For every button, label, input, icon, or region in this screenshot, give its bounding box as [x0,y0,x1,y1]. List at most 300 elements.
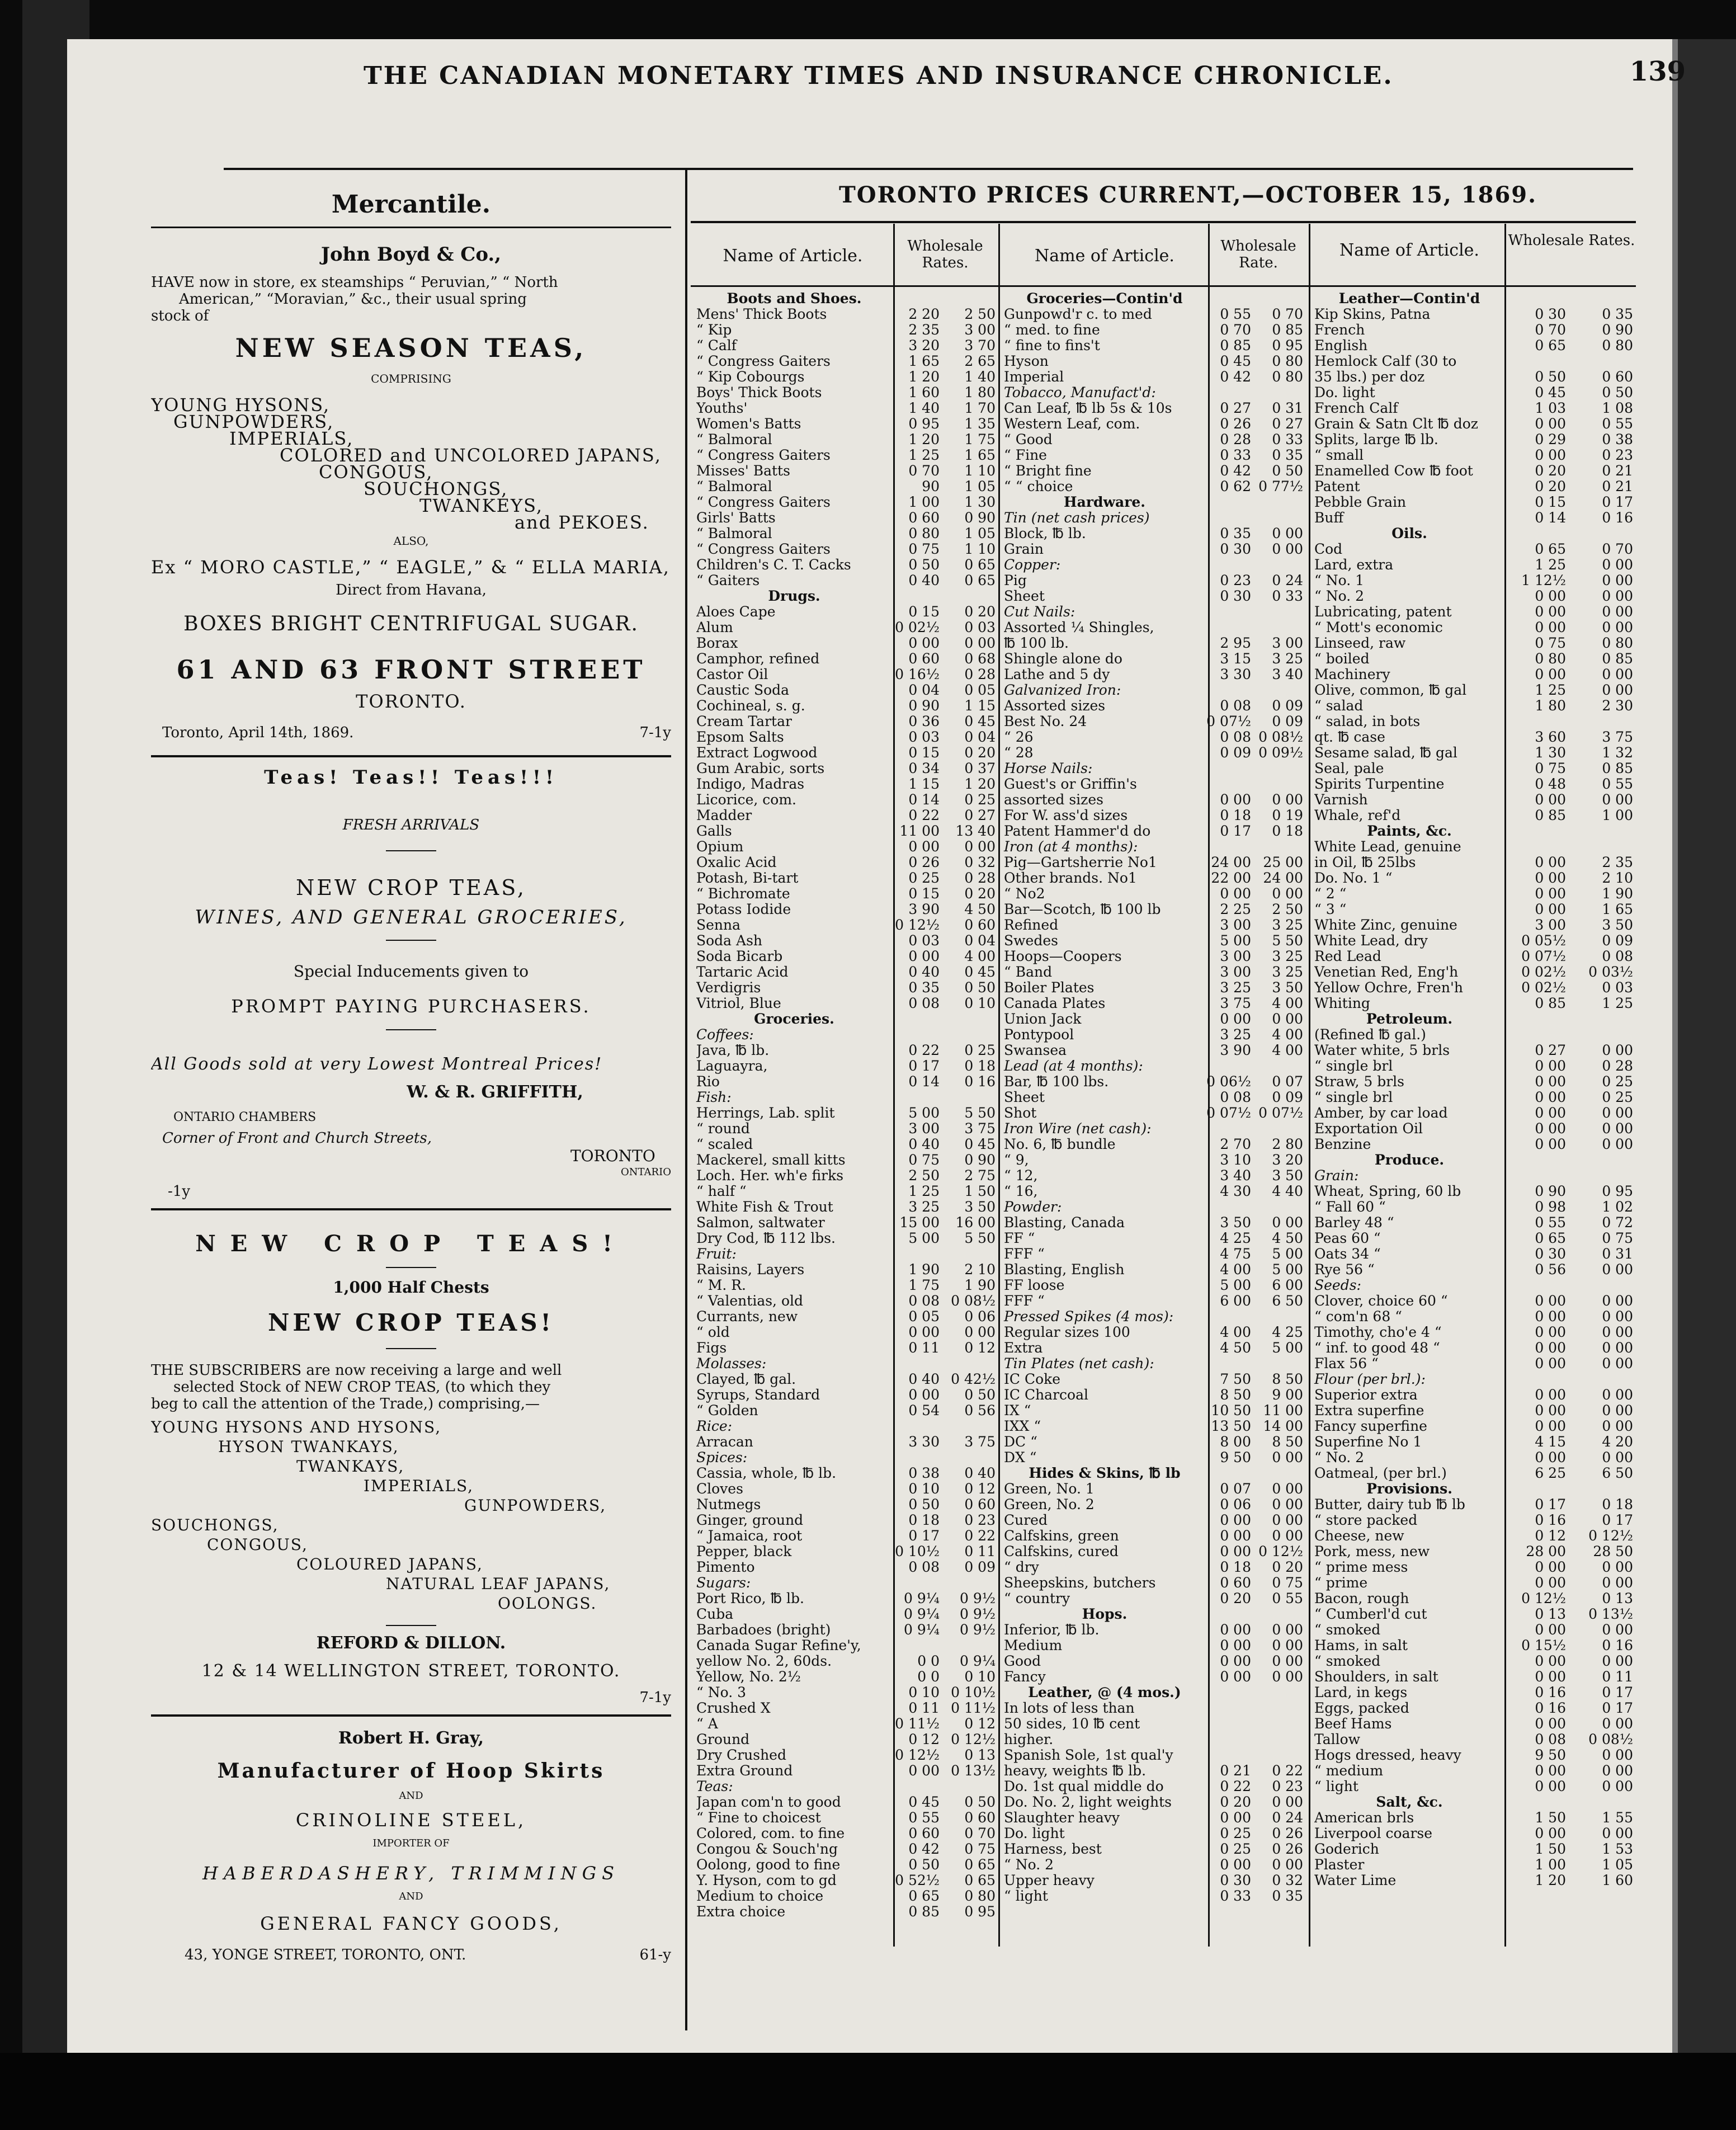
rate-low: 1 15 [908,776,940,792]
article-name: Whiting [1314,996,1370,1011]
article-name: Clayed, ℔ gal. [696,1372,796,1387]
rate-low: 0 03 [908,729,940,745]
rate-high: 0 08½ [1258,729,1303,745]
article-name: White Fish & Trout [696,1199,833,1215]
article-name: “ fine to fins't [1004,338,1100,354]
article-name: Lathe and 5 dy [1004,667,1110,682]
rate-low: 0 15 [908,604,940,620]
price-row [1004,1669,1306,1685]
rate-high: 3 70 [964,337,996,354]
rate-low: 0 70 [908,463,940,479]
rate-low: 0 23 [1220,572,1251,588]
article-name: Japan com'n to good [696,1794,841,1810]
article-name: Blasting, English [1004,1262,1125,1278]
rate-high: 0 28 [964,870,996,886]
ad-code: 7-1y [639,724,671,741]
rate-low: 0 70 [1535,322,1566,338]
rate-high: 0 9½ [960,1606,996,1622]
price-row [696,1262,998,1278]
price-row [1314,1027,1636,1043]
rate-low: 0 00 [1220,1011,1251,1027]
rate-low: 0 00 [1535,1308,1566,1325]
article-name: “ Congress Gaiters [696,494,831,510]
rate-high: 0 50 [1272,463,1303,479]
price-row [1314,949,1636,964]
ad-item: HYSON TWANKAYS, [218,1438,399,1456]
rate-high: 3 75 [964,1120,996,1137]
rate-low: 22 00 [1211,870,1251,886]
price-row [1314,1246,1636,1262]
article-name: Can Leaf, ℔ lb 5s & 10s [1004,400,1172,416]
article-name: Aloes Cape [696,604,776,620]
article-name: “ boiled [1314,651,1370,667]
article-name: Pepper, black [696,1544,792,1559]
article-name: FF “ [1004,1231,1035,1246]
price-row [1314,808,1636,823]
price-row [1314,400,1636,416]
article-name: Butter, dairy tub ℔ lb [1314,1497,1465,1512]
price-row [1314,1857,1636,1873]
article-name: Borax [696,635,738,651]
price-row [1004,1387,1306,1403]
rule [151,227,671,228]
rate-high: 1 20 [964,776,996,792]
price-row [696,823,998,839]
rate-low: 0 00 [1535,1575,1566,1591]
rate-low: 0 60 [908,651,940,667]
price-row [1314,1497,1636,1512]
ad-prompt: PROMPT PAYING PURCHASERS. [231,996,591,1017]
rate-low: 0 15 [1535,494,1566,510]
article-name: Youths' [696,400,748,416]
article-name: IXX “ [1004,1419,1041,1434]
article-name: Rio [696,1074,720,1090]
price-row [1314,714,1636,729]
article-name: “ round [696,1121,750,1137]
price-row [1004,416,1306,432]
article-name: Canada Plates [1004,996,1106,1011]
price-row [1004,1168,1306,1184]
rate-high: 24 00 [1263,870,1303,886]
article-name: No. 6, ℔ bundle [1004,1137,1116,1152]
rate-low: 0 35 [908,979,940,996]
price-row [1004,1340,1306,1356]
section-heading: Salt, &c. [1376,1794,1443,1810]
article-name: Block, ℔ lb. [1004,526,1086,541]
rule [151,1714,671,1717]
rate-high: 0 00 [1602,1559,1633,1575]
section-heading: Boots and Shoes. [727,290,862,307]
price-row [696,416,998,432]
rate-low: 3 00 [1220,917,1251,933]
rate-high: 0 72 [1602,1214,1633,1231]
rate-high: 0 16 [1602,510,1633,526]
price-row [1004,1278,1306,1293]
article-name: Pig—Gartsherrie No1 [1004,855,1157,870]
rate-high: 0 09 [964,1559,996,1575]
ad-firm: W. & R. GRIFFITH, [407,1082,583,1102]
rate-high: 2 10 [1602,870,1633,886]
ad-body-line: HAVE now in store, ex steamships “ Peruvian,” “ North [151,274,558,291]
price-row [696,1888,998,1904]
article-name: “ 9, [1004,1152,1029,1168]
price-row [696,369,998,385]
article-name: “ Valentias, old [696,1293,804,1309]
rate-high: 0 00 [1272,1669,1303,1685]
rate-high: 2 50 [964,306,996,322]
article-name: “ light [1004,1888,1048,1904]
rate-high: 0 24 [1272,572,1303,588]
rate-high: 1 65 [964,447,996,463]
subsection-heading: Seeds: [1314,1277,1361,1293]
article-name: “ No. 2 [1314,588,1365,604]
rate-high: 1 02 [1602,1199,1633,1215]
rate-low: 0 00 [1535,901,1566,917]
rate-low: 1 50 [1535,1841,1566,1857]
price-row [696,1606,998,1622]
article-name: White Lead, dry [1314,933,1428,949]
article-name: Extract Logwood [696,745,818,761]
article-name: Shingle alone do [1004,651,1122,667]
ad-item: and PEKOES. [515,512,649,533]
article-name: “ single brl [1314,1058,1393,1074]
ad-headline: NEW SEASON TEAS, [235,333,587,363]
article-name: “ Balmoral [696,432,772,447]
price-row [1004,964,1306,980]
rate-low: 0 85 [1535,807,1566,823]
price-row [1314,1403,1636,1419]
article-name: Assorted ¼ Shingles, [1004,620,1154,635]
price-row [696,745,998,761]
price-row [696,463,998,479]
rate-low: 0 34 [908,760,940,776]
rate-low: 0 20 [1220,1794,1251,1810]
price-row [1004,1794,1306,1810]
article-name: “ Mott's economic [1314,620,1443,635]
rate-high: 0 09½ [1258,744,1303,761]
rate-high: 0 12 [964,1481,996,1497]
article-name: “ Gaiters [696,573,760,588]
price-row [696,902,998,917]
article-name: Camphor, refined [696,651,820,667]
rate-high: 0 56 [964,1402,996,1419]
rate-low: 0 03 [908,932,940,949]
article-name: “ small [1314,447,1364,463]
rate-low: 0 05½ [1521,932,1566,949]
rate-low: 0 00 [1535,619,1566,635]
rate-low: 0 11½ [895,1716,940,1732]
ad-body-line: beg to call the attention of the Trade,) comprising,— [151,1396,540,1412]
rate-high: 2 30 [1602,698,1633,714]
rate-high: 3 50 [964,1199,996,1215]
rate-low: 0 62 [1220,478,1251,494]
price-row [1314,1387,1636,1403]
rate-low: 0 00 [1535,1136,1566,1152]
rate-low: 0 22 [908,1042,940,1058]
article-name: DC “ [1004,1434,1037,1450]
rate-low: 3 30 [908,1434,940,1450]
article-name: yellow No. 2, 60ds. [696,1653,832,1669]
article-name: Loch. Her. wh'e firks [696,1168,844,1184]
price-row [1314,1732,1636,1747]
rate-low: 0 18 [1220,1559,1251,1575]
rate-low: 0 38 [908,1465,940,1481]
article-name: Medium [1004,1638,1063,1653]
price-row [1314,1669,1636,1685]
section-heading: Drugs. [768,588,820,604]
rate-low: 3 90 [1220,1042,1251,1058]
price-row [1314,322,1636,338]
price-row [1314,1591,1636,1606]
section-heading: Petroleum. [1366,1011,1453,1027]
rate-low: 4 00 [1220,1324,1251,1340]
price-row [696,980,998,996]
price-row [696,1810,998,1826]
article-name: Gum Arabic, sorts [696,761,825,776]
rate-high: 2 35 [1602,854,1633,870]
article-name: Soda Ash [696,933,763,949]
rate-high: 0 21 [1602,463,1633,479]
price-row [1314,839,1636,855]
rate-low: 0 00 [908,635,940,651]
price-row [1314,369,1636,385]
rate-low: 0 45 [908,1794,940,1810]
article-name: Goderich [1314,1841,1379,1857]
rate-low: 0 00 [1535,1716,1566,1732]
price-row [1004,1152,1306,1168]
price-row [696,886,998,902]
ad-sub: COMPRISING [371,372,451,385]
price-row [696,1058,998,1074]
price-row [1314,1262,1636,1278]
rate-high: 0 55 [1602,776,1633,792]
rate-high: 0 23 [964,1512,996,1528]
price-row [1004,1403,1306,1419]
article-name: “ com'n 68 “ [1314,1309,1402,1325]
article-name: Bar, ℔ 100 lbs. [1004,1074,1109,1090]
rate-high: 1 32 [1602,744,1633,761]
rate-high: 0 07½ [1258,1105,1303,1121]
article-name: Gunpowd'r c. to med [1004,307,1152,322]
article-name: Swansea [1004,1043,1067,1058]
ad-firm: John Boyd & Co., [320,243,502,266]
rate-low: 0 28 [1220,431,1251,447]
price-row [696,1387,998,1403]
rate-high: 0 21 [1602,478,1633,494]
rule [386,1625,436,1626]
price-row [696,322,998,338]
price-row [1314,933,1636,949]
subsection-heading: Tobacco, Manufact'd: [1004,384,1156,400]
rate-low: 0 30 [1535,306,1566,322]
rate-high: 0 13½ [951,1763,996,1779]
price-row [1314,635,1636,651]
rate-high: 0 9¼ [960,1653,996,1669]
price-row [696,1559,998,1575]
article-name: “ Balmoral [696,479,772,494]
article-name: Misses' Batts [696,463,790,479]
rate-low: 1 80 [1535,698,1566,714]
price-row [1314,1575,1636,1591]
article-name: “ 2 “ [1314,886,1347,902]
article-name: “ prime [1314,1575,1368,1591]
section-heading: Leather, @ (4 mos.) [1028,1684,1181,1700]
article-name: “ 28 [1004,745,1034,761]
rate-high: 5 00 [1272,1340,1303,1356]
subsection-heading: Iron (at 4 months): [1004,838,1138,855]
ad-chests: 1,000 Half Chests [333,1278,489,1297]
rate-low: 13 50 [1211,1418,1251,1434]
rate-high: 6 50 [1272,1293,1303,1309]
rate-high: 0 12 [964,1340,996,1356]
rate-high: 0 13½ [1588,1606,1633,1622]
price-row [696,1340,998,1356]
price-row [1314,385,1636,400]
rate-high: 8 50 [1272,1434,1303,1450]
rate-high: 0 17 [1602,1700,1633,1716]
rate-high: 0 00 [1602,604,1633,620]
price-row [1314,1779,1636,1794]
rate-low: 0 00 [1220,1809,1251,1826]
subsection-heading: Fish: [696,1089,732,1105]
article-name: “ Bichromate [696,886,790,902]
page-number: 139 [1629,56,1686,87]
price-row [1314,1184,1636,1199]
rate-high: 0 00 [1272,1512,1303,1528]
rate-low: 0 10 [908,1481,940,1497]
price-row [1314,855,1636,870]
price-row [1314,1653,1636,1669]
ad-sub: AND [399,1790,423,1802]
article-name: Tallow [1314,1732,1361,1747]
rate-high: 0 03 [1602,979,1633,996]
article-name: Swedes [1004,933,1058,949]
article-name: higher. [1004,1732,1054,1747]
price-row [696,447,998,463]
rate-low: 3 00 [1220,948,1251,964]
price-row [1314,1356,1636,1372]
article-name: “ 26 [1004,729,1034,745]
ad-ontario: ONTARIO [621,1166,671,1178]
price-row [1314,1810,1636,1826]
rate-low: 0 75 [1535,635,1566,651]
price-row [696,1481,998,1497]
article-name: Grain [1004,541,1044,557]
article-name: Union Jack [1004,1011,1082,1027]
article-name: Senna [696,917,741,933]
price-row [1004,1419,1306,1434]
article-name: Port Rico, ℔ lb. [696,1591,804,1606]
rate-high: 0 00 [1602,1308,1633,1325]
article-name: Soda Bicarb [696,949,783,964]
price-row [1004,573,1306,588]
price-row [696,479,998,494]
price-row [1314,447,1636,463]
rate-high: 0 33 [1272,431,1303,447]
subsection-heading: Lead (at 4 months): [1004,1058,1143,1074]
article-name: Guest's or Griffin's [1004,776,1137,792]
rate-low: 0 45 [1535,384,1566,400]
price-row [696,682,998,698]
article-name: “ Kip Cobourgs [696,369,805,385]
article-name: French [1314,322,1365,338]
rate-high: 2 80 [1272,1136,1303,1152]
price-row [696,776,998,792]
rate-low: 0 15½ [1521,1637,1566,1653]
article-name: Do. light [1314,385,1375,400]
price-row [1004,1888,1306,1904]
rate-high: 0 00 [1272,541,1303,557]
article-name: Epsom Salts [696,729,784,745]
article-name: Blasting, Canada [1004,1215,1125,1231]
rate-low: 0 00 [1535,1340,1566,1356]
article-name: Cuba [696,1606,734,1622]
ad-body-line: THE SUBSCRIBERS are now receiving a large and well [151,1362,562,1379]
price-row [1004,479,1306,494]
rate-high: 0 50 [964,1387,996,1403]
price-row [696,494,998,510]
rate-high: 0 35 [1602,306,1633,322]
rate-low: 0 55 [1220,306,1251,322]
rule [151,755,671,757]
rate-low: 0 08 [908,1293,940,1309]
prices-title: TORONTO PRICES CURRENT,—OCTOBER 15, 1869. [839,182,1537,208]
rate-high: 0 10½ [951,1684,996,1700]
rate-high: 0 26 [1272,1841,1303,1857]
rate-high: 0 16 [964,1073,996,1090]
rate-low: 6 25 [1535,1465,1566,1481]
price-row [1314,494,1636,510]
price-row [1314,964,1636,980]
price-row [1314,1105,1636,1121]
section-heading: Hides & Skins, ℔ lb [1029,1465,1181,1481]
price-row [696,432,998,447]
article-name: IC Charcoal [1004,1387,1088,1403]
rate-low: 1 25 [1535,557,1566,573]
article-name: “ A [696,1716,718,1732]
rate-low: 3 40 [1220,1167,1251,1184]
rate-low: 4 30 [1220,1183,1251,1199]
table-rule [1309,224,1310,1947]
rate-low: 0 65 [1535,541,1566,557]
rate-high: 4 20 [1602,1434,1633,1450]
article-name: Colored, com. to fine [696,1826,845,1841]
rate-high: 0 55 [1272,1590,1303,1606]
article-name: Bar—Scotch, ℔ 100 lb [1004,902,1161,917]
price-row [696,1278,998,1293]
rate-high: 0 00 [1272,525,1303,541]
rate-high: 0 12½ [951,1731,996,1747]
rate-low: 0 45 [1220,353,1251,369]
rate-low: 0 00 [1535,1293,1566,1309]
price-row [1004,949,1306,964]
ad-item: GUNPOWDERS, [173,411,334,432]
rate-low: 0 00 [1220,885,1251,902]
rate-low: 0 07½ [1521,948,1566,964]
rate-high: 0 90 [1602,322,1633,338]
price-row [696,1231,998,1246]
article-name: Straw, 5 brls [1314,1074,1404,1090]
price-row [1004,1293,1306,1309]
price-row [696,1137,998,1152]
rate-high: 1 60 [1602,1872,1633,1888]
rate-low: 0 30 [1220,1872,1251,1888]
rate-low: 0 00 [1535,1355,1566,1372]
price-row [1004,902,1306,917]
rate-low: 0 50 [908,557,940,573]
article-name: “ med. to fine [1004,322,1100,338]
price-row [1004,917,1306,933]
